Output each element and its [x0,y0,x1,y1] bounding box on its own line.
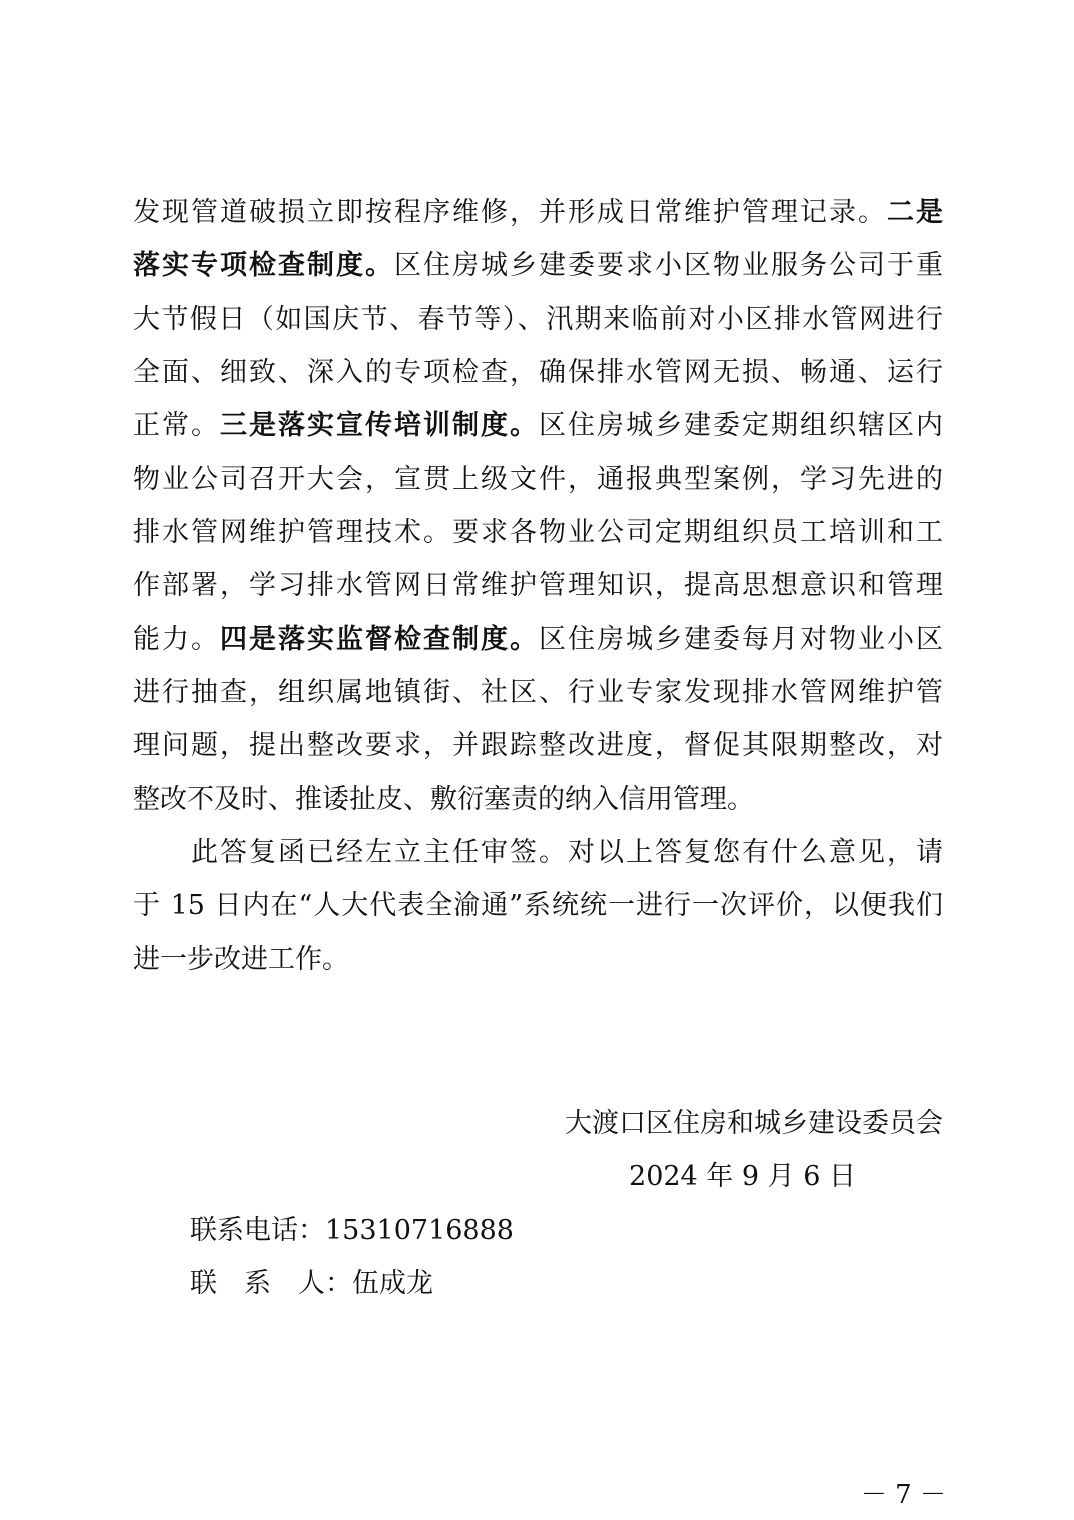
bold-text-segment: 二是 [887,197,943,228]
bold-text-segment: 三是落实宣传培训制度。 [220,410,539,441]
text-segment: 排水管网维护管理技术。要求各物业公司定期组织员工培训和工 [133,517,943,548]
contact-person [190,1264,433,1304]
body-line-7 [133,513,943,553]
text-segment: 此答复函已经左立主任审签。对以上答复您有什么意见，请 [133,837,943,868]
page-number: － 7 － [860,1480,946,1510]
contact-phone-label: 联系电话： [190,1215,325,1246]
bold-text-segment: 四是落实监督检查制度。 [220,624,539,655]
body-line-1 [133,193,943,233]
text-segment: 作部署，学习排水管网日常维护管理知识，提高思想意识和管理 [133,570,943,601]
bold-text-segment: 落实专项检查制度。 [133,250,394,281]
text-segment: 正常。 [133,410,220,441]
text-segment: 整改不及时、推诿扯皮、敷衍塞责的纳入信用管理。 [133,784,754,815]
text-segment: 理问题，提出整改要求，并跟踪整改进度，督促其限期整改，对 [133,730,943,761]
text-segment: 于 15 日内在“人大代表全渝通”系统统一进行一次评价，以便我们 [133,890,943,921]
contact-person-label: 联 系 人： [190,1268,352,1299]
body-line-5 [133,406,943,446]
body-line-2 [133,246,943,286]
body-line-11 [133,726,943,766]
body-line-4 [133,353,943,393]
text-segment: 大节假日（如国庆节、春节等）、汛期来临前对小区排水管网进行 [133,304,943,335]
body-line-6 [133,460,943,500]
text-segment: 能力。 [133,624,220,655]
body-line-13 [133,833,943,873]
body-line-14 [133,886,943,926]
signature-organization: 大渡口区住房和城乡建设委员会 [565,1108,943,1139]
body-line-3 [133,300,943,340]
body-line-8 [133,566,943,606]
body-line-15 [133,940,943,980]
contact-phone-number: 15310716888 [325,1215,514,1246]
body-line-9 [133,620,943,660]
text-segment: 全面、细致、深入的专项检查，确保排水管网无损、畅通、运行 [133,357,943,388]
text-segment: 区住房城乡建委每月对物业小区 [539,624,943,655]
contact-person-name: 伍成龙 [352,1268,433,1299]
text-segment: 进一步改进工作。 [133,944,349,975]
text-segment: 区住房城乡建委要求小区物业服务公司于重 [394,250,943,281]
signature-date: 2024 年 9 月 6 日 [629,1161,856,1192]
body-line-10 [133,673,943,713]
text-segment: 发现管道破损立即按程序维修，并形成日常维护管理记录。 [133,197,887,228]
contact-phone [190,1211,514,1251]
text-segment: 物业公司召开大会，宣贯上级文件，通报典型案例，学习先进的 [133,464,943,495]
body-line-12 [133,780,943,820]
text-segment: 进行抽查，组织属地镇街、社区、行业专家发现排水管网维护管 [133,677,943,708]
text-segment: 区住房城乡建委定期组织辖区内 [539,410,943,441]
